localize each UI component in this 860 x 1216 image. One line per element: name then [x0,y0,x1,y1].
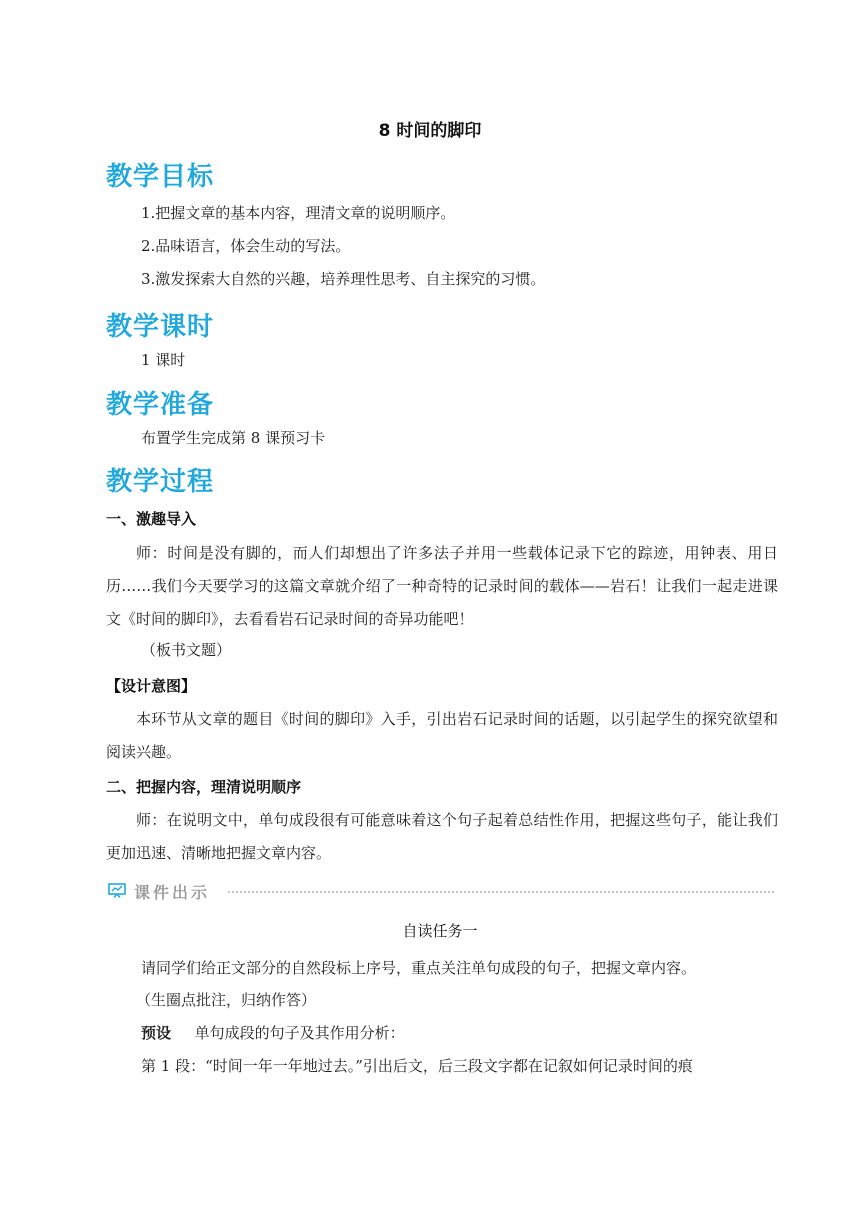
section-heading-process: 教学过程 [106,467,215,497]
task-line-2: （生圈点批注，归纳作答） [136,991,317,1009]
task-line-3: 第 1 段：“时间一年一年地过去。”引出后文，后三段文字都在记叙如何记录时间的痕 [141,1057,693,1075]
task-line-1: 请同学们给正文部分的自然段标上序号，重点关注单句成段的句子，把握文章内容。 [141,959,697,977]
part2-title: 二、把握内容，理清说明顺序 [106,778,302,796]
dotted-divider [228,891,774,893]
courseware-banner [108,880,774,904]
section-heading-goals: 教学目标 [106,162,215,192]
preset-line [141,1023,405,1043]
section-heading-prep: 教学准备 [106,390,215,420]
part1-title: 一、激趣导入 [106,510,197,528]
prep-text: 布置学生完成第 8 课预习卡 [141,429,326,447]
part2-paragraph: 师：在说明文中，单句成段很有可能意味着这个句子起着总结性作用，把握这些句子，能让我们更加迅速、清晰地把握文章内容。 [106,811,778,862]
hours-text: 1 课时 [141,351,186,369]
part1-note: （板书文题） [141,641,232,659]
preset-label: 预设 [141,1024,172,1042]
section-heading-hours: 教学课时 [106,312,215,342]
design-paragraph: 本环节从文章的题目《时间的脚印》入手，引出岩石记录时间的话题，以引起学生的探究欲望和阅读兴趣。 [106,710,778,761]
doc-title: 8 时间的脚印 [378,121,482,141]
task-title: 自读任务一 [402,922,478,940]
goal-item-3: 3.激发探索大自然的兴趣，培养理性思考、自主探究的习惯。 [141,270,546,288]
courseware-label: 课件出示 [134,883,211,902]
preset-text: 单句成段的句子及其作用分析： [194,1024,405,1042]
part1-paragraph: 师：时间是没有脚的，而人们却想出了许多法子并用一些载体记录下它的踪迹，用钟表、用日历……我们今天要学习的这篇文章就介绍了一种奇特的记录时间的载体——岩石！让我们一起走进课文《时间的脚印》，去看看岩石记录时间的奇异功能吧！ [106,544,778,628]
design-title: 【设计意图】 [106,677,197,695]
presentation-board-icon [108,883,126,898]
goal-item-1: 1.把握文章的基本内容，理清文章的说明顺序。 [141,204,456,222]
goal-item-2: 2.品味语言，体会生动的写法。 [141,237,351,255]
